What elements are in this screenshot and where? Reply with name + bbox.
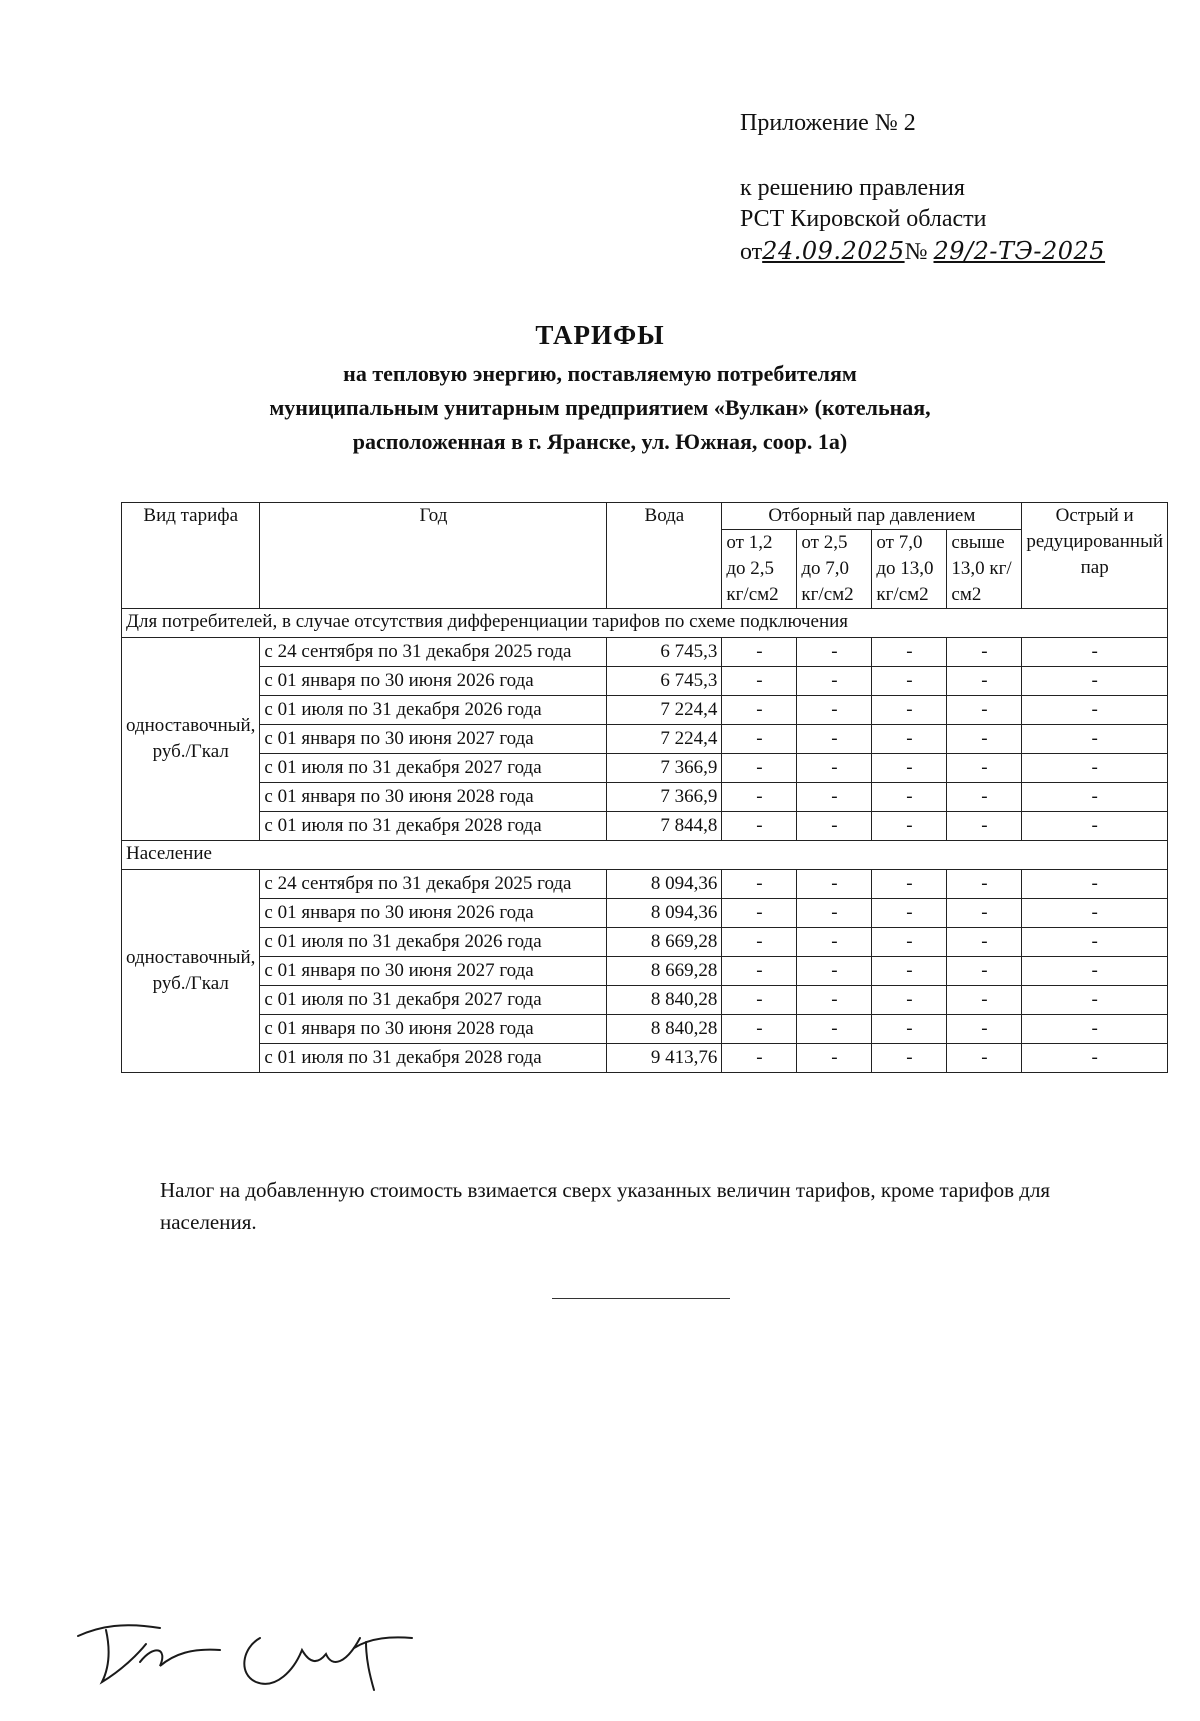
- water-cell: 7 224,4: [607, 696, 722, 725]
- table-row: [122, 1044, 1168, 1073]
- table-row: [122, 725, 1168, 754]
- steam-3-cell: -: [872, 667, 947, 696]
- steam-2-cell: -: [797, 812, 872, 841]
- steam-3-cell: -: [872, 812, 947, 841]
- appendix-date-line: [740, 236, 1105, 268]
- sharp-steam-cell: -: [1022, 986, 1168, 1015]
- steam-1-cell: -: [722, 899, 797, 928]
- header-year: Год: [260, 503, 607, 609]
- steam-1-cell: -: [722, 696, 797, 725]
- table-row: [122, 899, 1168, 928]
- steam-4-cell: -: [947, 986, 1022, 1015]
- handwritten-date: 24.09.2025: [762, 236, 905, 265]
- steam-4-cell: -: [947, 870, 1022, 899]
- steam-2-cell: -: [797, 1044, 872, 1073]
- steam-2-cell: -: [797, 986, 872, 1015]
- header-steam-4: свыше 13,0 кг/см2: [947, 530, 1022, 609]
- steam-3-cell: -: [872, 957, 947, 986]
- steam-4-cell: -: [947, 1015, 1022, 1044]
- water-cell: 7 366,9: [607, 783, 722, 812]
- appendix-title: Приложение № 2: [740, 110, 916, 136]
- table-row: [122, 783, 1168, 812]
- steam-3-cell: -: [872, 870, 947, 899]
- steam-4-cell: -: [947, 957, 1022, 986]
- water-cell: 8 669,28: [607, 928, 722, 957]
- steam-1-cell: -: [722, 812, 797, 841]
- steam-2-cell: -: [797, 725, 872, 754]
- steam-3-cell: -: [872, 899, 947, 928]
- period-cell: с 01 июля по 31 декабря 2026 года: [260, 928, 607, 957]
- header-steam-1: от 1,2 до 2,5 кг/см2: [722, 530, 797, 609]
- table-row: [122, 696, 1168, 725]
- steam-1-cell: -: [722, 986, 797, 1015]
- appendix-block: [740, 108, 1105, 268]
- water-cell: 8 094,36: [607, 899, 722, 928]
- signature-stroke: [366, 1642, 374, 1690]
- steam-1-cell: -: [722, 754, 797, 783]
- steam-1-cell: -: [722, 1044, 797, 1073]
- header-type: Вид тарифа: [122, 503, 260, 609]
- table-row: [122, 928, 1168, 957]
- steam-4-cell: -: [947, 783, 1022, 812]
- water-cell: 8 840,28: [607, 986, 722, 1015]
- period-cell: с 01 июля по 31 декабря 2027 года: [260, 986, 607, 1015]
- period-cell: с 01 июля по 31 декабря 2026 года: [260, 696, 607, 725]
- appendix-line-2: РСТ Кировской области: [740, 206, 987, 233]
- tariff-type-cell: одноставочный, руб./Гкал: [122, 870, 260, 1073]
- heading-line-3: расположенная в г. Яранске, ул. Южная, соор. 1а): [352, 429, 848, 454]
- section-title: Население: [122, 841, 1168, 870]
- sharp-steam-cell: -: [1022, 899, 1168, 928]
- table-row: [122, 638, 1168, 667]
- steam-1-cell: -: [722, 928, 797, 957]
- steam-3-cell: -: [872, 1044, 947, 1073]
- steam-4-cell: -: [947, 1044, 1022, 1073]
- table-row: [122, 812, 1168, 841]
- water-cell: 7 844,8: [607, 812, 722, 841]
- appendix-line-1: к решению правления: [740, 175, 965, 202]
- handwritten-signature: [70, 1608, 430, 1698]
- steam-4-cell: -: [947, 899, 1022, 928]
- water-cell: 7 224,4: [607, 725, 722, 754]
- steam-3-cell: -: [872, 986, 947, 1015]
- vat-note: Налог на добавленную стоимость взимается сверх указанных величин тарифов, кроме тарифов для населения.: [160, 1178, 1051, 1234]
- steam-4-cell: -: [947, 725, 1022, 754]
- water-cell: 9 413,76: [607, 1044, 722, 1073]
- signature-stroke: [354, 1637, 412, 1648]
- water-cell: 8 094,36: [607, 870, 722, 899]
- water-cell: 6 745,3: [607, 667, 722, 696]
- steam-4-cell: -: [947, 638, 1022, 667]
- tariff-type-cell: одноставочный, руб./Гкал: [122, 638, 260, 841]
- period-cell: с 01 января по 30 июня 2026 года: [260, 899, 607, 928]
- steam-1-cell: -: [722, 725, 797, 754]
- steam-1-cell: -: [722, 870, 797, 899]
- water-cell: 7 366,9: [607, 754, 722, 783]
- table-row: [122, 667, 1168, 696]
- steam-4-cell: -: [947, 928, 1022, 957]
- steam-1-cell: -: [722, 638, 797, 667]
- period-cell: с 01 января по 30 июня 2027 года: [260, 725, 607, 754]
- steam-3-cell: -: [872, 696, 947, 725]
- steam-2-cell: -: [797, 870, 872, 899]
- section-title: Для потребителей, в случае отсутствия дифференциации тарифов по схеме подключения: [122, 609, 1168, 638]
- sharp-steam-cell: -: [1022, 638, 1168, 667]
- sharp-steam-cell: -: [1022, 783, 1168, 812]
- table-row: [122, 870, 1168, 899]
- steam-2-cell: -: [797, 1015, 872, 1044]
- number-prefix: №: [904, 238, 928, 265]
- heading-line-2: муниципальным унитарным предприятием «Вулкан» (котельная,: [269, 395, 931, 420]
- steam-2-cell: -: [797, 928, 872, 957]
- steam-3-cell: -: [872, 754, 947, 783]
- steam-1-cell: -: [722, 783, 797, 812]
- steam-2-cell: -: [797, 957, 872, 986]
- steam-2-cell: -: [797, 783, 872, 812]
- sharp-steam-cell: -: [1022, 870, 1168, 899]
- period-cell: с 24 сентября по 31 декабря 2025 года: [260, 638, 607, 667]
- steam-4-cell: -: [947, 812, 1022, 841]
- table-row: [122, 957, 1168, 986]
- period-cell: с 01 июля по 31 декабря 2028 года: [260, 1044, 607, 1073]
- sharp-steam-cell: -: [1022, 1015, 1168, 1044]
- heading-title: ТАРИФЫ: [535, 320, 665, 350]
- signature-stroke: [140, 1650, 220, 1666]
- period-cell: с 01 января по 30 июня 2028 года: [260, 783, 607, 812]
- date-prefix: от: [740, 238, 763, 265]
- sharp-steam-cell: -: [1022, 754, 1168, 783]
- steam-1-cell: -: [722, 957, 797, 986]
- steam-3-cell: -: [872, 725, 947, 754]
- sharp-steam-cell: -: [1022, 667, 1168, 696]
- steam-3-cell: -: [872, 1015, 947, 1044]
- table-row: [122, 754, 1168, 783]
- header-steam-group: Отборный пар давлением: [722, 503, 1022, 530]
- steam-2-cell: -: [797, 899, 872, 928]
- sharp-steam-cell: -: [1022, 928, 1168, 957]
- signature-stroke: [244, 1638, 360, 1684]
- table-row: [122, 986, 1168, 1015]
- header-water: Вода: [607, 503, 722, 609]
- document-heading: [0, 320, 1200, 459]
- header-steam-2: от 2,5 до 7,0 кг/см2: [797, 530, 872, 609]
- steam-4-cell: -: [947, 754, 1022, 783]
- tariff-table: [121, 502, 1168, 1073]
- heading-line-1: на тепловую энергию, поставляемую потребителям: [343, 361, 857, 386]
- table-row: [122, 1015, 1168, 1044]
- steam-2-cell: -: [797, 667, 872, 696]
- handwritten-number: 29/2-ТЭ-2025: [933, 236, 1106, 265]
- steam-1-cell: -: [722, 1015, 797, 1044]
- header-steam-3: от 7,0 до 13,0 кг/см2: [872, 530, 947, 609]
- steam-4-cell: -: [947, 696, 1022, 725]
- steam-2-cell: -: [797, 638, 872, 667]
- period-cell: с 01 января по 30 июня 2026 года: [260, 667, 607, 696]
- period-cell: с 01 января по 30 июня 2028 года: [260, 1015, 607, 1044]
- closing-divider: [552, 1298, 730, 1299]
- signature-stroke: [102, 1630, 146, 1682]
- period-cell: с 24 сентября по 31 декабря 2025 года: [260, 870, 607, 899]
- steam-3-cell: -: [872, 928, 947, 957]
- signature-stroke: [78, 1625, 160, 1636]
- steam-3-cell: -: [872, 638, 947, 667]
- period-cell: с 01 июля по 31 декабря 2027 года: [260, 754, 607, 783]
- period-cell: с 01 июля по 31 декабря 2028 года: [260, 812, 607, 841]
- sharp-steam-cell: -: [1022, 696, 1168, 725]
- sharp-steam-cell: -: [1022, 725, 1168, 754]
- sharp-steam-cell: -: [1022, 1044, 1168, 1073]
- steam-2-cell: -: [797, 696, 872, 725]
- water-cell: 8 840,28: [607, 1015, 722, 1044]
- steam-4-cell: -: [947, 667, 1022, 696]
- water-cell: 6 745,3: [607, 638, 722, 667]
- steam-1-cell: -: [722, 667, 797, 696]
- sharp-steam-cell: -: [1022, 957, 1168, 986]
- water-cell: 8 669,28: [607, 957, 722, 986]
- steam-3-cell: -: [872, 783, 947, 812]
- steam-2-cell: -: [797, 754, 872, 783]
- period-cell: с 01 января по 30 июня 2027 года: [260, 957, 607, 986]
- sharp-steam-cell: -: [1022, 812, 1168, 841]
- header-sharp-steam: Острый и редуцированный пар: [1022, 503, 1168, 609]
